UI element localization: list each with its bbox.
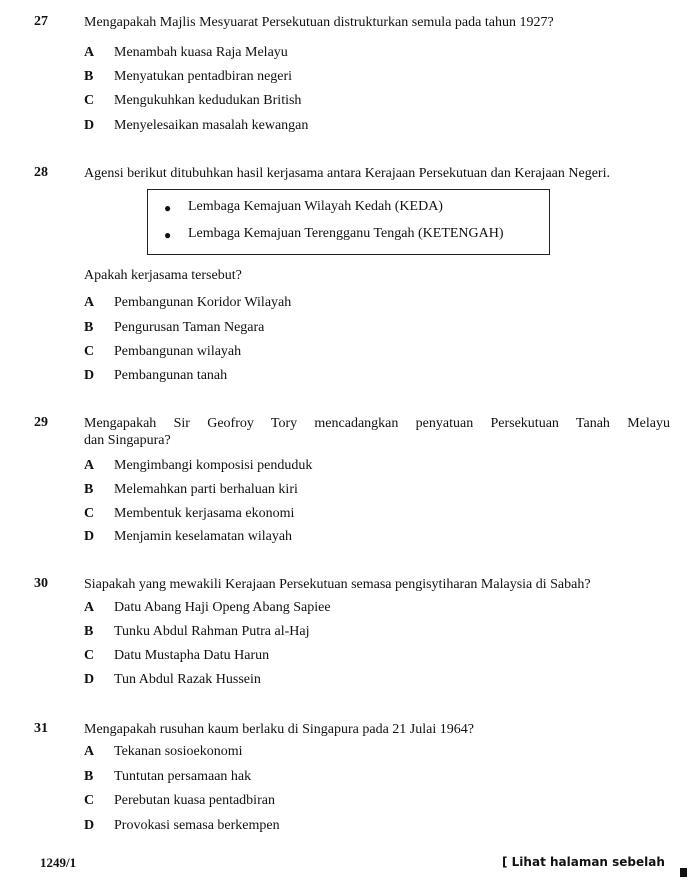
bullet-icon: ●	[164, 228, 172, 242]
paper-code: 1249/1	[40, 855, 77, 870]
question-number: 28	[34, 165, 48, 180]
agency-list-box	[147, 189, 550, 255]
question-text: Mengapakah Majlis Mesyuarat Persekutuan distrukturkan semula pada tahun 1927?	[84, 15, 554, 30]
next-page-note: [ Lihat halaman sebelah	[502, 855, 665, 869]
box-item: Lembaga Kemajuan Terengganu Tengah (KETENGAH)	[188, 226, 504, 241]
question-subtext: Apakah kerjasama tersebut?	[84, 268, 242, 283]
corner-mark	[680, 868, 687, 877]
question-number: 29	[34, 415, 48, 430]
question-text	[84, 415, 670, 449]
question-text-line2: dan Singapura?	[84, 433, 171, 448]
bullet-icon: ●	[164, 201, 172, 215]
question-text: Agensi berikut ditubuhkan hasil kerjasama antara Kerajaan Persekutuan dan Kerajaan Negeri.	[84, 166, 610, 181]
question-number: 27	[34, 14, 48, 29]
question-text: Mengapakah rusuhan kaum berlaku di Singapura pada 21 Julai 1964?	[84, 722, 474, 737]
box-item: Lembaga Kemajuan Wilayah Kedah (KEDA)	[188, 199, 443, 214]
question-text-line1: Mengapakah Sir Geofroy Tory mencadangkan penyatuan Persekutuan Tanah Melayu	[84, 416, 670, 431]
question-text: Siapakah yang mewakili Kerajaan Persekutuan semasa pengisytiharan Malaysia di Sabah?	[84, 577, 591, 592]
question-number: 31	[34, 721, 48, 736]
question-number: 30	[34, 576, 48, 591]
